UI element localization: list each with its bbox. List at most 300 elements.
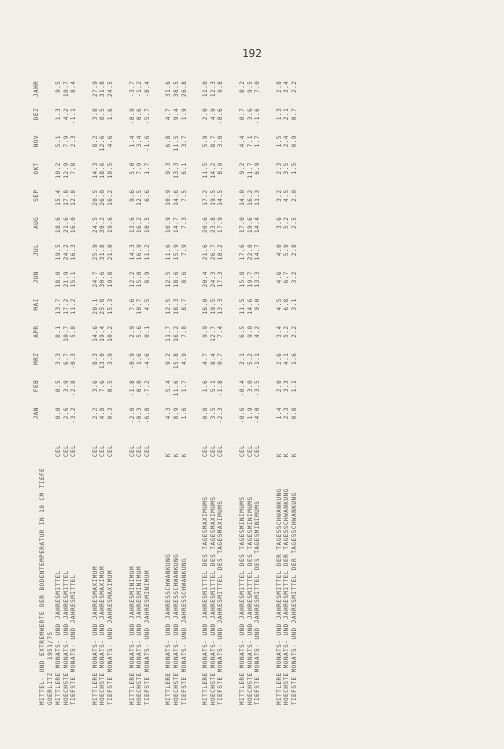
table-cell: 18.6 xyxy=(56,216,62,233)
table-cell: 4.9 xyxy=(210,107,217,121)
table-cell: 12.5 xyxy=(166,271,173,288)
table-cell: 2.0 xyxy=(292,189,298,202)
table-cell: 12.7 xyxy=(210,325,217,342)
table-cell: 1.3 xyxy=(276,107,283,121)
table-cell: 16.0 xyxy=(203,298,210,315)
table-cell: 13.3 xyxy=(255,271,262,288)
table-cell: 7.8 xyxy=(71,162,78,175)
table-cell: 2.9 xyxy=(129,325,136,338)
table-cell: 3.9 xyxy=(63,379,70,393)
table-cell: 24.3 xyxy=(210,271,217,288)
column-header: MAI xyxy=(34,298,40,311)
table-cell: 11.0 xyxy=(203,80,210,97)
table-cell: 1.6 xyxy=(108,107,114,121)
table-cell: -1.1 xyxy=(255,352,262,369)
table-cell: 4.8 xyxy=(100,407,107,420)
table-cell: 5.9 xyxy=(284,243,291,257)
table-cell: 24.5 xyxy=(108,80,114,97)
table-cell: 3.3 xyxy=(56,352,62,365)
table-cell: 19.8 xyxy=(108,271,114,288)
table-cell: 18.3 xyxy=(174,298,180,315)
table-cell: 0.6 xyxy=(137,107,144,121)
table-cell: 15.8 xyxy=(174,352,180,369)
table-cell: 24.2 xyxy=(63,243,70,261)
table-cell: 17.6 xyxy=(240,243,246,261)
table-cell: -1.1 xyxy=(71,107,78,125)
table-cell: -0.9 xyxy=(129,107,136,125)
table-cell: 5.2 xyxy=(284,325,291,338)
table-cell: 16.2 xyxy=(108,189,114,206)
table-cell: 1.6 xyxy=(203,379,210,393)
table-cell: 4.2 xyxy=(63,107,70,121)
table-cell: -1.8 xyxy=(129,379,136,397)
table-cell: 15.9 xyxy=(174,243,180,261)
table-cell: 5.9 xyxy=(203,135,210,148)
table-cell: 11.3 xyxy=(255,189,262,206)
table-cell: 9.2 xyxy=(240,162,246,175)
table-cell: 19.6 xyxy=(247,216,254,233)
table-cell: 14.2 xyxy=(210,162,217,179)
table-cell: -1.6 xyxy=(255,107,262,125)
table-cell: 4.4 xyxy=(240,135,246,148)
table-cell: 1.5 xyxy=(292,162,298,175)
table-cell: 20.1 xyxy=(92,298,99,315)
table-cell: 3.2 xyxy=(292,271,298,284)
row-unit: CEL xyxy=(63,444,70,457)
table-cell: 12.5 xyxy=(166,298,173,315)
table-cell: 1.9 xyxy=(247,407,254,420)
row-unit: CEL xyxy=(92,444,99,457)
table-cell: 3.6 xyxy=(92,379,99,393)
table-cell: 18.2 xyxy=(218,243,225,261)
table-cell: 10.9 xyxy=(166,189,173,206)
table-cell: 9.8 xyxy=(218,80,225,93)
column-header: SEP xyxy=(34,189,40,202)
table-cell: 2.1 xyxy=(240,352,246,365)
row-unit: CEL xyxy=(108,444,114,457)
table-cell: 0.7 xyxy=(292,107,298,121)
table-cell: 2.0 xyxy=(203,107,210,121)
table-cell: 17.0 xyxy=(240,216,246,233)
table-cell: 10.5 xyxy=(108,162,114,179)
table-cell: 15.1 xyxy=(71,271,78,288)
table-cell: 1.7 xyxy=(255,135,262,148)
table-cell: 7.8 xyxy=(181,325,188,338)
table-cell: 8.2 xyxy=(92,135,99,148)
table-cell: 7.6 xyxy=(100,379,107,393)
table-cell: 22.0 xyxy=(247,243,254,261)
table-cell: 3.3 xyxy=(284,379,291,393)
table-cell: 10.2 xyxy=(108,325,114,342)
table-cell: 18.6 xyxy=(174,271,180,288)
table-cell: 3.4 xyxy=(284,80,291,93)
table-cell: 19.4 xyxy=(100,325,107,342)
row-unit: CEL xyxy=(100,444,107,457)
table-cell: -0.6 xyxy=(240,407,246,424)
table-cell: -3.5 xyxy=(255,379,262,397)
table-cell: 8.9 xyxy=(144,271,151,284)
table-cell: 23.8 xyxy=(210,216,217,233)
table-cell: 12.9 xyxy=(63,162,70,179)
table-cell: 0.5 xyxy=(108,379,114,393)
table-cell: 6.5 xyxy=(240,325,246,338)
table-cell: 3.4 xyxy=(137,135,144,148)
table-cell: 5.2 xyxy=(284,216,291,229)
table-cell: 19.5 xyxy=(210,298,217,315)
table-cell: 0.8 xyxy=(203,407,210,420)
table-cell: 9.6 xyxy=(129,189,136,202)
table-cell: 5.0 xyxy=(129,162,136,175)
table-cell: -3.7 xyxy=(129,80,136,97)
column-header: OKT xyxy=(34,162,40,175)
table-cell: 1.7 xyxy=(144,162,151,175)
table-cell: 15.3 xyxy=(108,298,114,315)
table-cell: 11.7 xyxy=(247,162,254,179)
table-cell: 8.9 xyxy=(174,407,180,420)
table-cell: 7.5 xyxy=(181,189,188,202)
table-cell: 2.2 xyxy=(292,80,298,93)
table-cell: 19.5 xyxy=(56,243,62,261)
table-cell: 5.6 xyxy=(137,325,144,338)
table-cell: 31.6 xyxy=(166,80,173,97)
table-cell: 6.8 xyxy=(284,298,291,311)
table-cell: 31.8 xyxy=(100,243,107,261)
row-label: MITTLERE MONATS- UND JAHRESMITTEL DES TAGESMAXIMUMS xyxy=(203,496,210,705)
table-cell: 18.0 xyxy=(56,271,62,288)
table-cell: 11.2 xyxy=(71,298,78,315)
table-cell: 12.6 xyxy=(100,135,107,152)
row-label: MITTLERE MONATS- UND JAHRESMITTEL DER TAGESSCHWANKUNG xyxy=(276,488,283,705)
table-cell: 14.6 xyxy=(174,189,180,206)
table-cell: 3.6 xyxy=(247,107,254,121)
table-cell: 0.0 xyxy=(137,379,144,393)
table-cell: 0.0 xyxy=(56,407,62,420)
table-cell: 10.7 xyxy=(63,80,70,97)
table-cell: 16.3 xyxy=(71,243,78,261)
table-cell: 3.0 xyxy=(218,135,225,148)
row-label: HOECHSTE MONATS- UND JAHRESSCHWANKUNG xyxy=(174,553,180,705)
page-number: 192 xyxy=(242,47,262,60)
table-cell: 5.1 xyxy=(210,379,217,393)
table-cell: 2.2 xyxy=(292,325,298,338)
table-cell: 25.8 xyxy=(100,298,107,315)
table-cell: 7.3 xyxy=(181,216,188,229)
table-cell: 17.9 xyxy=(218,216,225,233)
table-cell: 25.9 xyxy=(92,243,99,261)
table-cell: 9.0 xyxy=(247,325,254,338)
table-cell: 7.9 xyxy=(137,162,144,175)
table-cell: 13.3 xyxy=(218,298,225,315)
row-label: TIEFSTE MONATS- UND JAHRESMITTEL DES TAGESMAXIMUMS xyxy=(218,500,225,705)
row-unit: CEL xyxy=(71,444,78,457)
table-cell: 6.6 xyxy=(144,189,151,202)
table-cell: 17.8 xyxy=(63,189,70,206)
table-cell: 21.6 xyxy=(63,216,70,233)
table-cell: 14.0 xyxy=(240,189,246,206)
table-cell: 11.2 xyxy=(144,243,151,261)
table-cell: 5.4 xyxy=(166,379,173,393)
table-cell: 14.7 xyxy=(255,243,262,261)
table-cell: 3.4 xyxy=(276,325,283,338)
row-unit: CEL xyxy=(247,444,254,457)
table-cell: 8.5 xyxy=(100,107,107,121)
column-header: NOV xyxy=(34,135,40,148)
table-cell: 16.2 xyxy=(174,325,180,342)
table-cell: -0.6 xyxy=(218,107,225,125)
table-cell: -2.8 xyxy=(71,379,78,397)
table-cell: -0.3 xyxy=(71,352,78,369)
table-cell: 20.4 xyxy=(203,271,210,288)
table-cell: 8.4 xyxy=(210,352,217,365)
table-cell: 2.8 xyxy=(292,243,298,257)
row-label: TIEFSTE MONATS- UND JAHRESMITTEL DES TAGESMINIMUMS xyxy=(255,500,262,705)
table-cell: 1.6 xyxy=(181,407,188,420)
table-cell: 11.5 xyxy=(240,298,246,315)
table-cell: 30.6 xyxy=(100,271,107,288)
table-cell: 26.8 xyxy=(181,80,188,97)
table-cell: 1.1 xyxy=(292,379,298,393)
row-label: MITTLERE MONATS- UND JAHRESMINIMUM xyxy=(129,565,136,705)
table-cell: 8.2 xyxy=(240,80,246,93)
table-cell: 8.4 xyxy=(71,80,78,93)
table-cell: 2.6 xyxy=(276,352,283,365)
table-cell: 2.3 xyxy=(276,162,283,175)
table-cell: -0.3 xyxy=(137,407,144,424)
table-cell: 2.6 xyxy=(63,407,70,420)
table-cell: 9.5 xyxy=(247,80,254,93)
row-unit: CEL xyxy=(137,444,144,457)
table-cell: 3.5 xyxy=(210,407,217,420)
table-cell: 6.9 xyxy=(255,162,262,175)
table-cell: -0.9 xyxy=(129,352,136,369)
table-cell: 8.7 xyxy=(210,135,217,148)
table-cell: 19.6 xyxy=(108,216,114,233)
table-cell: 6.7 xyxy=(63,352,70,365)
row-unit: K xyxy=(276,452,283,457)
table-cell: -3.2 xyxy=(71,407,78,424)
table-cell: 11.6 xyxy=(174,379,180,397)
table-cell: 16.0 xyxy=(71,216,78,233)
table-cell: 2.3 xyxy=(71,135,78,148)
row-label: HOECHSTE MONATS- UND JAHRESMITTEL DES TAGESMAXIMUMS xyxy=(210,496,217,705)
table-cell: 8.6 xyxy=(181,271,188,284)
table-cell: 38.5 xyxy=(174,80,180,97)
row-unit: CEL xyxy=(129,444,136,457)
row-label: MITTLERE MONATS- UND JAHRESSCHWANKUNG xyxy=(166,553,173,705)
table-cell: 7.1 xyxy=(247,135,254,148)
table-cell: 6.7 xyxy=(284,271,291,284)
table-cell: 10.2 xyxy=(56,162,62,179)
table-cell: 4.9 xyxy=(181,352,188,365)
table-cell: 0.8 xyxy=(292,407,298,420)
table-cell: 17.2 xyxy=(63,298,70,315)
row-label: HOECHSTE MONATS- UND JAHRESMITTEL DER TAGESSCHWANKUNG xyxy=(284,488,291,705)
table-cell: 14.5 xyxy=(218,189,225,206)
table-cell: 19.7 xyxy=(247,271,254,288)
table-cell: 5.2 xyxy=(247,352,254,365)
rotated-table xyxy=(34,65,470,705)
table-cell: 2.5 xyxy=(292,216,298,229)
row-label: MITTLERE MONATS- UND JAHRESMITTEL xyxy=(56,570,62,705)
table-cell: 16.2 xyxy=(137,216,144,233)
table-cell: 2.2 xyxy=(92,407,99,420)
table-cell: 19.5 xyxy=(210,189,217,206)
table-cell: -2.0 xyxy=(129,407,136,424)
table-cell: 9.4 xyxy=(174,107,180,121)
table-cell: 7.9 xyxy=(181,243,188,257)
table-cell: 2.4 xyxy=(284,135,291,148)
table-cell: 21.9 xyxy=(63,271,70,288)
table-cell: 4.7 xyxy=(166,107,173,121)
table-cell: 3.0 xyxy=(247,379,254,393)
table-cell: 27.9 xyxy=(92,80,99,97)
table-cell: -1.2 xyxy=(137,80,144,97)
table-cell: 14.7 xyxy=(174,216,180,233)
table-cell: 15.8 xyxy=(240,271,246,288)
row-unit: K xyxy=(284,452,291,457)
column-header: JAHR xyxy=(34,80,40,97)
table-cell: 7.9 xyxy=(63,135,70,148)
column-header: MRZ xyxy=(34,352,40,365)
table-cell: 4.7 xyxy=(203,352,210,365)
table-cell: 3.1 xyxy=(292,298,298,311)
table-cell: 0.5 xyxy=(56,379,62,393)
table-cell: 10.5 xyxy=(144,216,151,233)
table-cell: 0.1 xyxy=(144,325,151,338)
table-cell: 0.7 xyxy=(218,352,225,365)
column-header: JAN xyxy=(34,407,40,420)
column-header: AUG xyxy=(34,216,40,229)
table-cell: 13.7 xyxy=(56,298,62,315)
table-cell: 8.7 xyxy=(181,298,188,311)
table-cell: 16.9 xyxy=(137,243,144,261)
row-unit: K xyxy=(174,452,180,457)
table-cell: 21.0 xyxy=(108,243,114,261)
table-cell: 15.4 xyxy=(56,189,62,206)
table-cell: 1.5 xyxy=(276,135,283,148)
column-header: JUN xyxy=(34,271,40,284)
table-cell: 11.6 xyxy=(166,243,173,261)
table-cell: 14.3 xyxy=(92,162,99,179)
table-cell: -7.2 xyxy=(144,379,151,397)
table-cell: 1.6 xyxy=(137,352,144,365)
table-cell: 14.6 xyxy=(92,325,99,342)
table-cell: 1.9 xyxy=(181,107,188,121)
table-cell: -6.8 xyxy=(144,407,151,424)
table-cell: 13.6 xyxy=(129,216,136,233)
table-cell: 20.6 xyxy=(203,216,210,233)
table-cell: 0.3 xyxy=(108,407,114,420)
table-cell: 18.6 xyxy=(100,162,107,179)
table-cell: 11.5 xyxy=(203,162,210,179)
row-label: TIEFSTE MONATS- UND JAHRESMINIMUM xyxy=(144,570,151,705)
table-subtitle: GOERLITZ 1951/75 xyxy=(48,631,54,705)
table-cell: 30.2 xyxy=(100,216,107,233)
table-cell: 8.3 xyxy=(92,352,99,365)
table-cell: 4.1 xyxy=(284,352,291,365)
table-cell: 12.2 xyxy=(129,271,136,288)
row-unit: K xyxy=(166,452,173,457)
table-cell: 1.6 xyxy=(292,352,298,365)
table-cell: 4.0 xyxy=(276,243,283,257)
table-cell: -1.8 xyxy=(218,379,225,397)
table-cell: 9.5 xyxy=(56,80,62,93)
table-cell: 14.3 xyxy=(129,243,136,261)
table-cell: -2.3 xyxy=(218,407,225,424)
table-cell: 3.6 xyxy=(276,216,283,229)
table-cell: 20.5 xyxy=(92,189,99,206)
table-cell: 3.8 xyxy=(92,107,99,121)
table-cell: -0.4 xyxy=(240,379,246,397)
table-cell: 1.7 xyxy=(181,379,188,393)
table-cell: 11.5 xyxy=(174,135,180,152)
table-cell: 17.3 xyxy=(218,271,225,288)
row-label: TIEFSTE MONATS- UND JAHRESSCHWANKUNG xyxy=(181,557,188,705)
column-header: APR xyxy=(34,325,40,338)
row-unit: CEL xyxy=(203,444,210,457)
table-cell: -5.7 xyxy=(144,107,151,125)
column-header: JUL xyxy=(34,243,40,257)
table-cell: 9.3 xyxy=(166,162,173,175)
table-cell: 9.9 xyxy=(203,325,210,338)
table-cell: 8.9 xyxy=(218,162,225,175)
table-cell: 14.6 xyxy=(247,298,254,315)
table-cell: 2.8 xyxy=(276,80,283,93)
table-cell: 6.8 xyxy=(166,135,173,148)
table-cell: 13.3 xyxy=(174,162,180,179)
table-cell: 11.7 xyxy=(166,325,173,342)
row-unit: CEL xyxy=(56,444,62,457)
table-cell: 4.2 xyxy=(255,325,262,338)
table-cell: 26.0 xyxy=(100,189,107,206)
table-cell: 24.7 xyxy=(92,271,99,288)
table-cell: 12.8 xyxy=(71,189,78,206)
row-label: HOECHSTE MONATS- UND JAHRESMINIMUM xyxy=(137,565,144,705)
table-cell: 12.5 xyxy=(137,189,144,206)
row-unit: CEL xyxy=(255,444,262,457)
table-title: MITTEL- UND EXTREMWERTE DER BODENTEMPERATUR IN 10 CM TIEFE xyxy=(40,467,46,705)
table-cell: 14.4 xyxy=(255,216,262,233)
table-cell: 4.6 xyxy=(108,135,114,148)
table-cell: 9.0 xyxy=(255,298,262,311)
table-cell: 2.1 xyxy=(284,107,291,121)
table-cell: 0.7 xyxy=(240,107,246,121)
table-cell: 31.8 xyxy=(100,80,107,97)
table-cell: 5.1 xyxy=(56,135,62,148)
table-cell: 5.8 xyxy=(71,325,78,338)
table-cell: 1.4 xyxy=(129,135,136,148)
table-cell: 13.0 xyxy=(100,352,107,369)
table-cell: 12.3 xyxy=(210,80,217,97)
row-unit: CEL xyxy=(218,444,225,457)
table-cell: 9.2 xyxy=(166,352,173,365)
row-unit: K xyxy=(292,452,298,457)
table-cell: 6.1 xyxy=(181,162,188,175)
table-cell: 3.2 xyxy=(276,189,283,202)
table-cell: 7.6 xyxy=(129,298,136,311)
table-cell: 8.1 xyxy=(56,325,62,338)
table-cell: 15.0 xyxy=(137,271,144,288)
row-unit: CEL xyxy=(240,444,246,457)
table-cell: 4.3 xyxy=(166,407,173,420)
table-cell: 10.7 xyxy=(137,298,144,315)
table-cell: 4.5 xyxy=(284,189,291,202)
table-cell: 17.2 xyxy=(203,189,210,206)
table-cell: 4.5 xyxy=(144,298,151,311)
row-label: HOECHSTE MONATS- UND JAHRESMITTEL DES TAGESMINIMUMS xyxy=(247,496,254,705)
table-cell: 2.3 xyxy=(284,407,291,420)
row-unit: CEL xyxy=(144,444,151,457)
